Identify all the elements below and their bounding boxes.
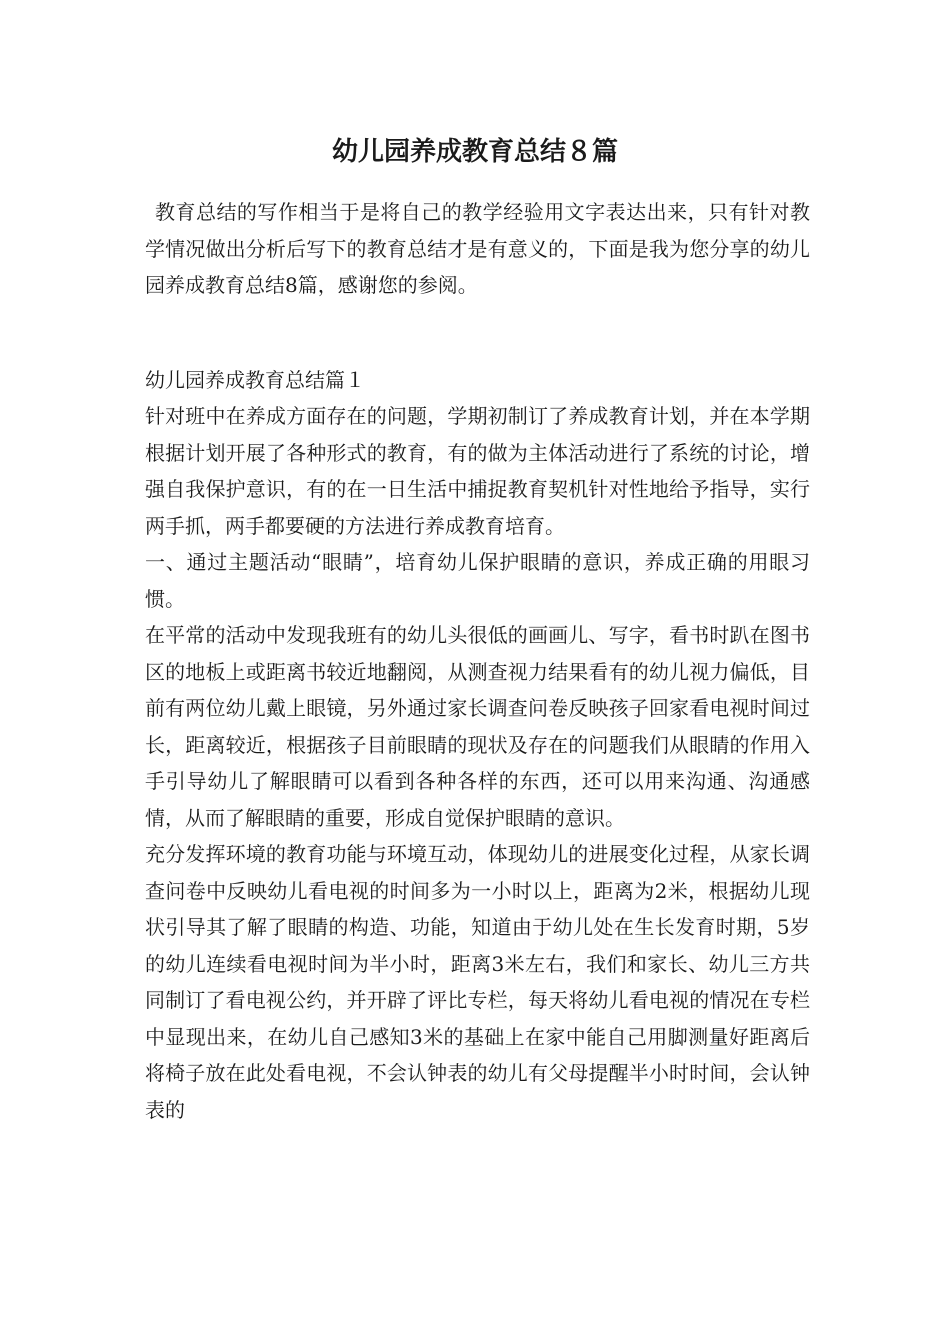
document-title: 幼儿园养成教育总结８篇 (331, 137, 618, 167)
body-paragraph: 充分发挥环境的教育功能与环境互动，体现幼儿的进展变化过程，从家长调查问卷中反映幼儿看电视的时间多为一小时以上，距离为2米，根据幼儿现状引导其了解了眼睛的构造、功能，知道由于幼儿处在生长发育时期，5岁的幼儿连续看电视时间为半小时，距离3米左右，我们和家长、幼儿三方共同制订了看电视公约，并开辟了评比专栏，每天将幼儿看电视的情况在专栏中显现出来，在幼儿自己感知3米的基础上在家中能自己用脚测量好距离后将椅子放在此处看电视，不会认钟表的幼儿有父母提醒半小时时间，会认钟表的 (145, 842, 810, 1122)
document-body (145, 194, 810, 1128)
section-heading: 幼儿园养成教育总结篇１ (145, 367, 365, 392)
body-paragraph: 针对班中在养成方面存在的问题，学期初制订了养成教育计划，并在本学期根据计划开展了各种形式的教育，有的做为主体活动进行了系统的讨论，增强自我保护意识，有的在一日生活中捕捉教育契机针对性地给予指导，实行两手抓，两手都要硬的方法进行养成教育培育。 (145, 404, 810, 538)
intro-paragraph: 教育总结的写作相当于是将自己的教学经验用文字表达出来，只有针对教学情况做出分析后写下的教育总结才是有意义的，下面是我为您分享的幼儿园养成教育总结8篇，感谢您的参阅。 (145, 200, 810, 297)
body-paragraph: 在平常的活动中发现我班有的幼儿头很低的画画儿、写字，看书时趴在图书区的地板上或距离书较近地翻阅，从测查视力结果看有的幼儿视力偏低，目前有两位幼儿戴上眼镜，另外通过家长调查问卷反映孩子回家看电视时间过长，距离较近，根据孩子目前眼睛的现状及存在的问题我们从眼睛的作用入手引导幼儿了解眼睛可以看到各种各样的东西，还可以用来沟通、沟通感情，从而了解眼睛的重要，形成自觉保护眼睛的意识。 (145, 623, 810, 830)
body-paragraph: 一、通过主题活动“眼睛”，培育幼儿保护眼睛的意识，养成正确的用眼习惯。 (145, 550, 810, 611)
